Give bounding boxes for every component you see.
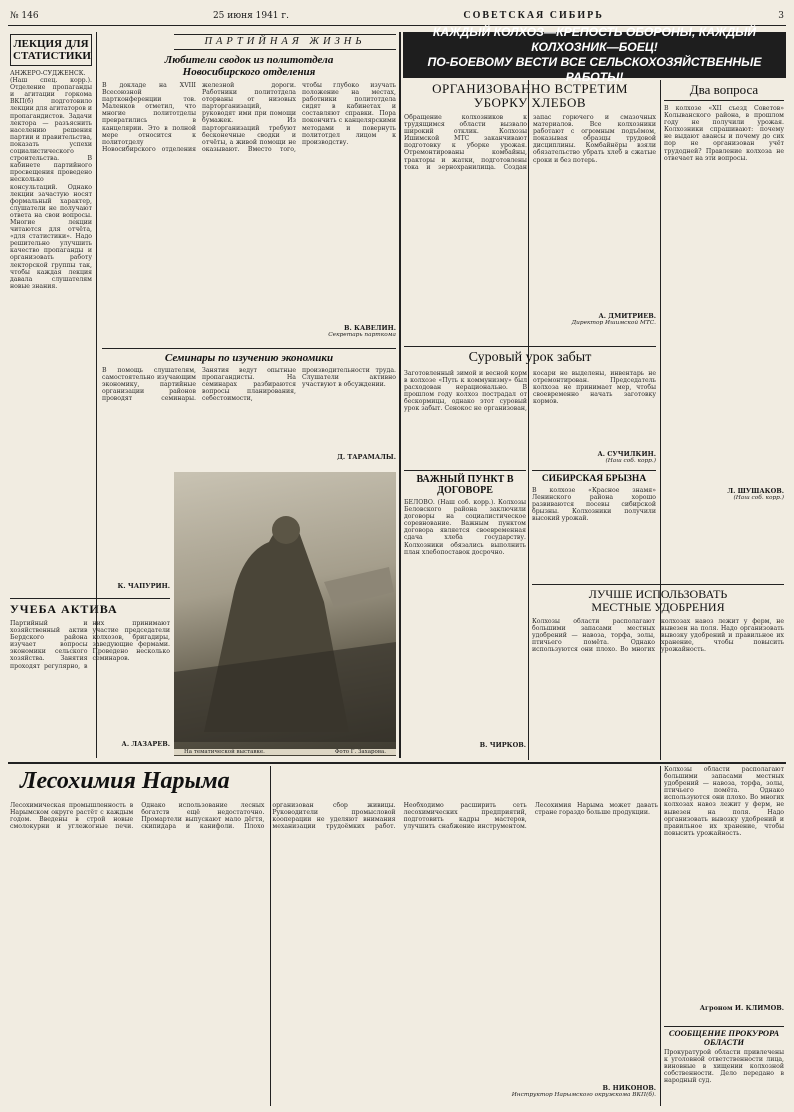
photo-caption: На тематической выставке. xyxy=(184,749,265,755)
headline-banner xyxy=(403,25,786,84)
contract-body: БЕЛОВО. (Наш соб. корр.). Колхозы Беловского района заключили договоры на социалистическое соревнование. Важным пунктом договора является своевременная сдача хлеба государству. Колхозники обязались выполнить план хлебопоставок досрочно. xyxy=(404,499,526,556)
question-body: В колхозе «XII съезд Советов» Колыванского района, в прошлом году не получили урожая. Колхозники спрашивают: почему не выдают авансы и почему до сих пор не организован учёт трудодней? Правление колхоза не отвечает на эти вопросы. xyxy=(664,105,784,162)
study-body: Партийный и хозяйственный актив Бердского района изучает вопросы экономики сельского хозяйства. Занятия проходят регулярно, в них принимают участие председатели колхозов, бригадиры, заведующие фермами. Проведено несколько семинаров. xyxy=(10,620,170,670)
photo-credit: Фото Г. Захарова. xyxy=(334,749,386,755)
seminars-title: Семинары по изучению экономики xyxy=(164,352,334,364)
banner-line-1: КАЖДЫЙ КОЛХОЗ—КРЕПОСТЬ ОБОРОНЫ, КАЖДЫЙ КОЛХОЗНИК—БОЕЦ! xyxy=(432,25,757,54)
newspaper-page xyxy=(8,6,786,1106)
photo-caption-bar xyxy=(174,749,396,755)
harvest-title: ОРГАНИЗОВАННО ВСТРЕТИМ УБОРКУ ХЛЕБОВ xyxy=(432,82,628,110)
reports-author: В. КАВЕЛИН. Секретарь парткома xyxy=(328,324,396,338)
fertilizer-author: Агроном И. КЛИМОВ. xyxy=(699,1004,784,1012)
article-lesson xyxy=(404,346,656,466)
lecture-signature: К. ЧАПУРИН. xyxy=(117,582,170,590)
article-forest xyxy=(10,802,658,1102)
fertilizer-title: ЛУЧШЕ ИСПОЛЬЗОВАТЬ МЕСТНЫЕ УДОБРЕНИЯ xyxy=(588,587,728,614)
article-prosecutor xyxy=(664,1026,784,1106)
article-briza xyxy=(532,470,656,580)
contract-title: ВАЖНЫЙ ПУНКТ В ДОГОВОРЕ xyxy=(416,474,514,496)
fertilizer-cont xyxy=(664,766,784,1024)
masthead xyxy=(8,6,786,26)
article-contract xyxy=(404,470,526,758)
study-title: УЧЕБА АКТИВА xyxy=(10,602,118,616)
forest-title: Лесохимия Нарыма xyxy=(20,768,230,794)
fertilizer-body-cont: Колхозы области располагают большими запасами местных удобрений — навоза, торфа, золы, птичьего помёта. Однако используются они плохо. Во многих колхозах навоз лежит у ферм, не вывезен на поля. Надо организовать вывозку удобрений и правильное их хранение, чтобы повысить урожайность. xyxy=(664,766,784,837)
article-question xyxy=(664,82,784,502)
fertilizer-body: Колхозы области располагают большими запасами местных удобрений — навоза, торфа, золы, птичьего помёта. Однако используются они плохо. Во многих колхозах навоз лежит у ферм, не вывезен на поля. Надо организовать вывозку удобрений и правильное их хранение, чтобы повысить урожайность. xyxy=(532,618,784,654)
lesson-title: Суровый урок забыт xyxy=(468,350,592,365)
briza-title: СИБИРСКАЯ БРЫЗНА xyxy=(541,474,647,484)
issue-number: № 146 xyxy=(10,10,39,21)
issue-date: 25 июня 1941 г. xyxy=(212,10,289,21)
forest-body: Лесохимическая промышленность в Нарымском округе растёт с каждым годом. Введены в строй новые смолокурни и углежогные печи. Однако использование лесных богатств ещё недостаточно. Промартели выпускают мало дёгтя, скипидара и канифоли. Плохо организован сбор живицы. Руководители промысловой кооперации не уделяют внимания механизации трудоёмких работ. Необходимо расширить сеть лесохимических предприятий, подготовить кадры мастеров, улучшить снабжение инструментом. Лесохимия Нарыма может давать стране гораздо больше продукции. xyxy=(10,802,658,831)
question-title: Два вопроса xyxy=(664,82,784,101)
seminars-author: Д. ТАРАМАЛЫ. xyxy=(337,453,396,461)
lecture-body: АНЖЕРО-СУДЖЕНСК. (Наш спец. корр.). Отделение пропаганды и агитации горкома ВКП(б) подготовило лекции для агитаторов и пропагандистов. Задачи лектора — разъяснить населению решения партии и правительства, показать успехи социалистического строительства. В кабинете партийного просвещения проведено несколько консультаций. Однако лекции зачастую носят формальный характер, слушатели не получают ответа на свои вопросы. Многие лекции читаются для отчёта, «для статистики». Надо решительно улучшить качество пропаганды и организовать работу лекторской группы так, чтобы каждая лекция давала слушателям новые знания. xyxy=(10,70,92,290)
seminars-body: В помощь слушателям, самостоятельно изучающим экономику, партийные организации районов проводят семинары. Занятия ведут опытные пропагандисты. На семинарах разбираются вопросы планирования, себестоимости, производительности труда. Слушатели активно участвуют в обсуждении. xyxy=(102,367,396,403)
forest-signature: В. НИКОНОВ. Инструктор Нарымского окружкома ВКП(б). xyxy=(511,1084,656,1098)
question-author: Л. ШУШАКОВ. (Наш соб. корр.) xyxy=(727,487,784,501)
party-life-rubric: ПАРТИЙНАЯ ЖИЗНЬ xyxy=(174,34,396,50)
lesson-author: А. СУЧИЛКИН. (Наш соб. корр.) xyxy=(597,450,656,464)
exhibition-photo xyxy=(174,472,396,756)
article-reports xyxy=(102,54,396,344)
photo-illustration xyxy=(174,472,396,742)
article-fertilizer xyxy=(532,584,784,760)
study-author: А. ЛАЗАРЕВ. xyxy=(121,740,170,748)
prosecutor-body: Прокуратурой области привлечены к уголовной ответственности лица, виновные в хищении колхозной собственности. Дело передано в народный суд. xyxy=(664,1049,784,1085)
lecture-title: ЛЕКЦИЯ ДЛЯ СТАТИСТИКИ xyxy=(10,34,92,66)
contract-author: В. ЧИРКОВ. xyxy=(479,741,526,749)
prosecutor-title: СООБЩЕНИЕ ПРОКУРОРА ОБЛАСТИ xyxy=(668,1028,780,1047)
page-number: 3 xyxy=(778,10,784,21)
harvest-author: А. ДМИТРИЕВ. Директор Ишимской МТС. xyxy=(571,312,656,326)
harvest-body: Обращение колхозников к трудящимся области вызвало широкий отклик. Колхозы Ишимской МТС заканчивают подготовку к уборке урожая. Отремонтированы комбайны, тракторы и жатки, подготовлены тока и зернохранилища. Создан запас горючего и смазочных материалов. Все колхозники работают с огромным подъёмом, показывая образцы трудовой дисциплины. Комбайнёры взяли обязательство убрать хлеб в сжатые сроки и без потерь. xyxy=(404,114,656,171)
reports-title: Любители сводок из политотдела Новосибирского отделения xyxy=(164,54,334,78)
reports-body: В докладе на XVIII Всесоюзной партконференции тов. Маленков отметил, что многие политотделы превратились в канцелярии. Это в полной мере относится к политотделу Новосибирского отделения железной дороги. Работники политотдела оторваны от низовых парторганизаций, руководят ими при помощи бумажек. Из парторганизаций требуют бесконечные сводки и отчёты, а живой помощи не оказывают. Вместо того, чтобы глубоко изучать положение на местах, работники политотдела сидят в кабинетах и составляют справки. Пора покончить с канцелярскими методами и повернуть политотдел лицом к производству. xyxy=(102,82,396,153)
article-seminars xyxy=(102,348,396,468)
article-harvest xyxy=(404,82,656,342)
article-lecture xyxy=(10,34,92,604)
briza-body: В колхозе «Красное знамя» Ленинского района хорошо развиваются посевы сибирской брызны. Колхозники получили высокий урожай. xyxy=(532,487,656,523)
newspaper-title: СОВЕТСКАЯ СИБИРЬ xyxy=(463,10,604,21)
article-study xyxy=(10,598,170,756)
lesson-body: Заготовленный зимой и весной корм в колхозе «Путь к коммунизму» был расходован нерационально. В прошлом году колхоз пострадал от бескормицы, однако этот суровый урок забыт. Сенокос не организован, косари не выделены, инвентарь не отремонтирован. Председатель колхоза не принимает мер, чтобы своевременно начать заготовку кормов. xyxy=(404,370,656,413)
banner-line-2: ПО-БОЕВОМУ ВЕСТИ ВСЕ СЕЛЬСКОХОЗЯЙСТВЕННЫЕ РАБОТЫ! xyxy=(427,55,762,84)
